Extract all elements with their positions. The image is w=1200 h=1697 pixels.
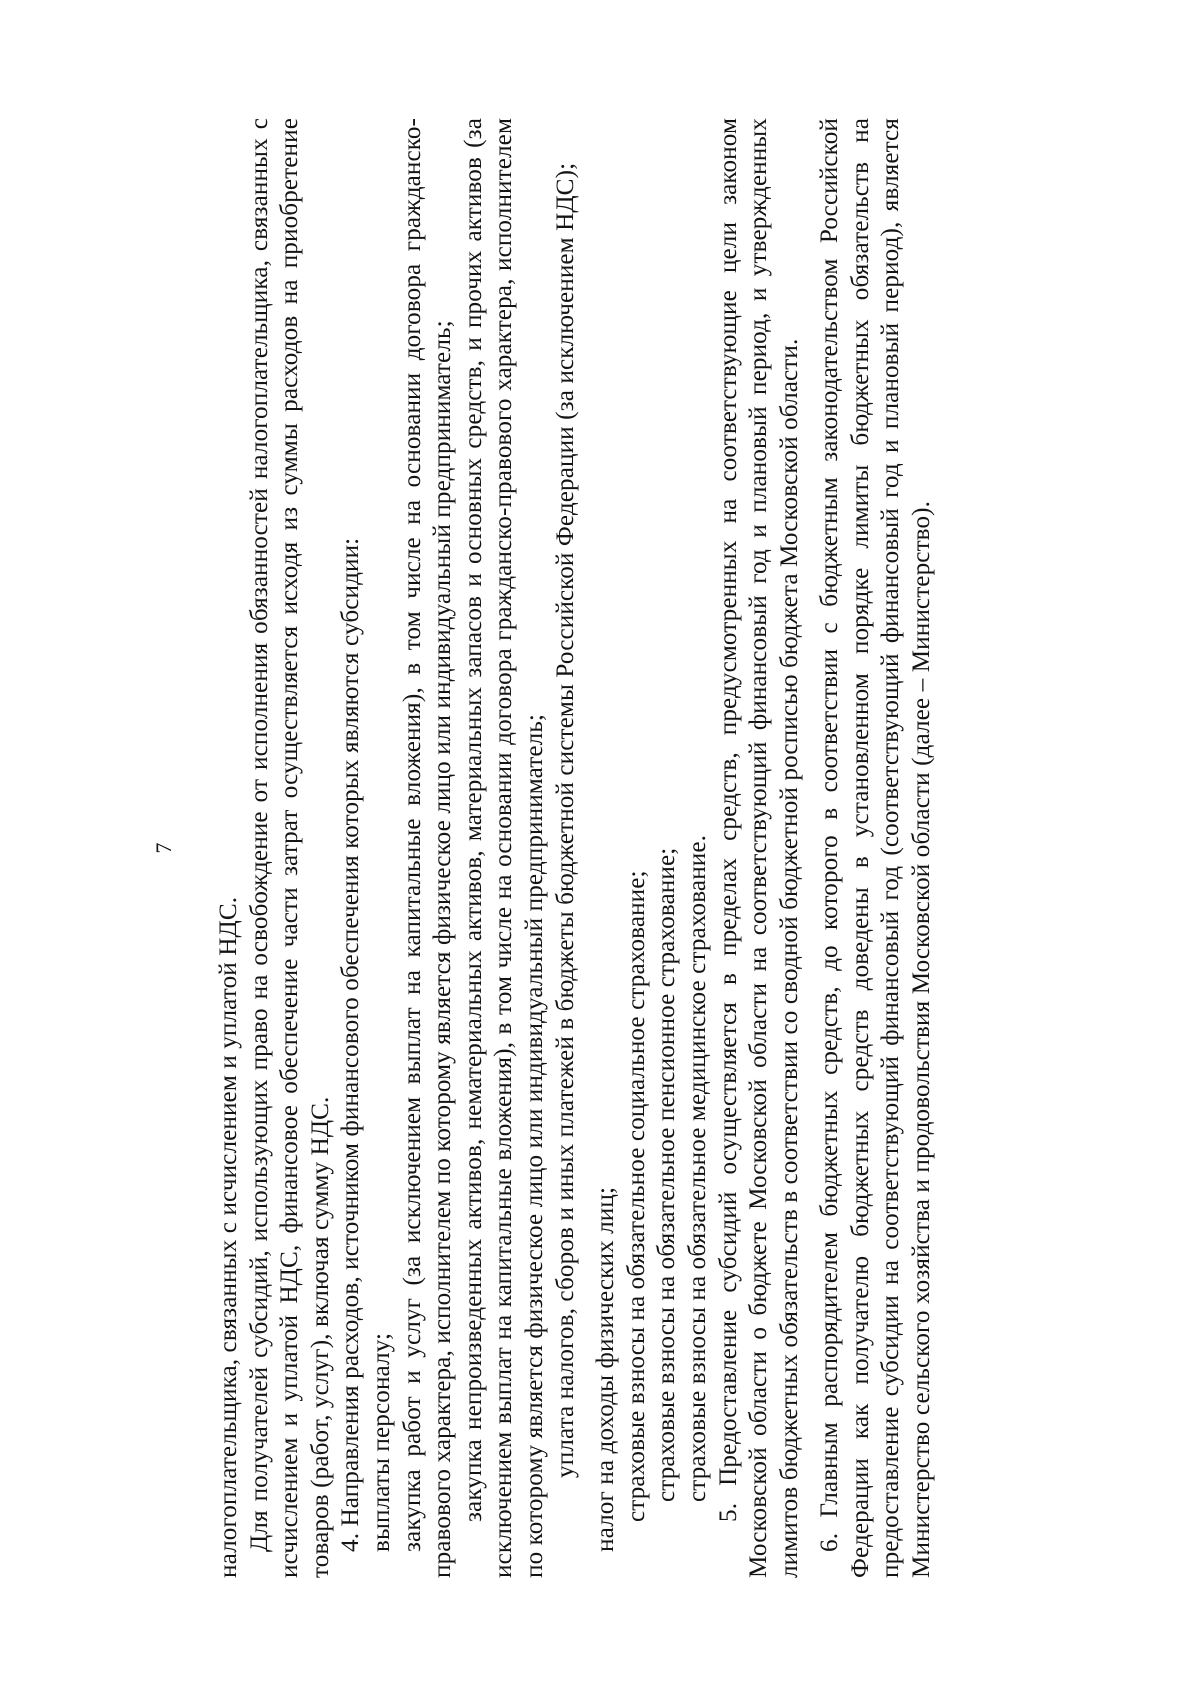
- list-item-social-insurance: страховые взносы на обязательное социальное страхование;: [622, 870, 650, 1522]
- spacer: [805, 118, 815, 1578]
- list-item-income-tax: налог на доходы физических лиц;: [592, 1186, 620, 1552]
- list-item-assets-purchase: закупка непроизведенных активов, нематериальных активов, материальных запасов и основных средств, и прочих активов (за исключением выплат на капитальные вложения), в том числе на основании договора гражданско-правового характера, исполнителем по которому является физическое лицо или индивидуальный предприниматель;: [459, 118, 548, 1578]
- document-body: [214, 118, 938, 1578]
- page-number: 7: [151, 842, 176, 854]
- list-item-works-services: закупка работ и услуг (за исключением выплат на капитальные вложения), в том числе на основании договора гражданско-правового характера, исполнителем по которому является физическое лицо или индивидуальный предприниматель;: [398, 118, 457, 1578]
- document-page: [151, 78, 1030, 1618]
- paragraph-vat-exemption: Для получателей субсидий, использующих право на освобождение от исполнения обязанностей налогоплательщика, связанных с исчислением и уплатой НДС, финансовое обеспечение части затрат осуществляется исходя из суммы расходов на приобретение товаров (работ, услуг), включая сумму НДС.: [245, 118, 334, 1578]
- paragraph-section-5: 5. Предоставление субсидий осуществляется в пределах средств, предусмотренных на соответствующие цели законом Московской области о бюджете Московской области на соответствующий финансовый год и плановый период, и утвержденных лимитов бюджетных обязательств в соответствии со сводной бюджетной росписью бюджета Московской области.: [714, 118, 803, 1578]
- paragraph-section-4-heading: 4. Направления расходов, источником финансового обеспечения которых являются субсидии:: [337, 537, 365, 1552]
- list-item-taxes: уплата налогов, сборов и иных платежей в бюджеты бюджетной системы Российской Федерации (за исключением НДС);: [551, 162, 579, 1478]
- spacer: [581, 118, 591, 1578]
- paragraph-continuation: налогоплательщика, связанных с исчислением и уплатой НДС.: [215, 896, 242, 1578]
- list-item-medical-insurance: страховые взносы на обязательное медицинское страхование.: [683, 834, 711, 1502]
- list-item-staff-payments: выплаты персоналу;: [367, 1332, 395, 1552]
- paragraph-section-6: 6. Главным распорядителем бюджетных средств, до которого в соответствии с бюджетным законодательством Российской Федерации как получателю бюджетных средств доведены в установленном порядке лимиты бюджетных обязательств на предоставление субсидии на соответствующий финансовый год (соответствующий финансовый год и плановый период), является Министерство сельского хозяйства и продовольствия Московской области (далее – Министерство).: [816, 118, 936, 1578]
- list-item-pension-insurance: страховые взносы на обязательное пенсионное страхование;: [653, 847, 681, 1502]
